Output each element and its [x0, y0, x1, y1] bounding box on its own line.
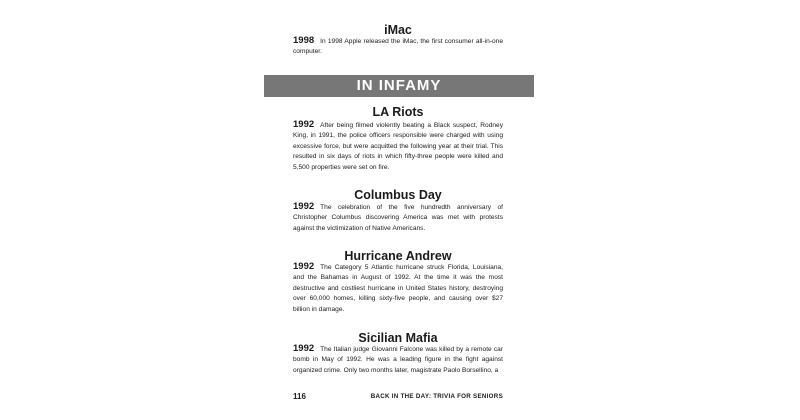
book-page: [293, 0, 503, 420]
entry-year: 1992: [293, 261, 315, 272]
entry-text: The Italian judge Giovanni Falcone was killed by a remote car bomb in May of 1992. He was a leading figure in the fight against organized crime. Only two months later, magistrate Paolo Borsellino, a: [293, 346, 503, 374]
entry-year: 1992: [293, 201, 315, 212]
page-number: 116: [293, 392, 306, 401]
entry-text: The Category 5 Atlantic hurricane struck Florida, Louisiana, and the Bahamas in August of 1992. At the time it was the most destructive and costliest hurricane in United States history, destroying over 60,000 homes, killing sixty-five people, and causing over $27 billion in damage.: [293, 264, 503, 313]
entry-body-columbus-day: [293, 202, 503, 234]
section-heading: IN INFAMY: [356, 77, 442, 94]
entry-title-hurricane-andrew: Hurricane Andrew: [344, 249, 452, 263]
entry-body-imac: [293, 36, 503, 58]
entry-body-hurricane-andrew: [293, 262, 503, 315]
entry-text: The celebration of the five hundredth anniversary of Christopher Columbus discovering America was met with protests against the victimization of Native Americans.: [293, 204, 503, 232]
entry-body-sicilian-mafia: [293, 344, 503, 376]
entry-title-la-riots: LA Riots: [372, 105, 424, 119]
entry-year: 1998: [293, 35, 315, 46]
entry-year: 1992: [293, 343, 315, 354]
page-footer: [293, 391, 503, 403]
running-title: BACK IN THE DAY: TRIVIA FOR SENIORS: [370, 393, 503, 400]
entry-title-imac: iMac: [384, 23, 412, 37]
entry-body-la-riots: [293, 120, 503, 173]
section-heading-band: [264, 75, 534, 97]
entry-text: After being filmed violently beating a Black suspect, Rodney King, in 1991, the police officers responsible were charged with using excessive force, but were acquitted the following year at their trial. This resulted in six days of riots in which fifty-three people were killed and 5,500 properties were set on fire.: [293, 122, 503, 171]
entry-title-columbus-day: Columbus Day: [354, 188, 442, 202]
entry-text: In 1998 Apple released the iMac, the first consumer all-in-one computer.: [293, 38, 503, 56]
entry-year: 1992: [293, 119, 315, 130]
entry-title-sicilian-mafia: Sicilian Mafia: [358, 331, 438, 345]
